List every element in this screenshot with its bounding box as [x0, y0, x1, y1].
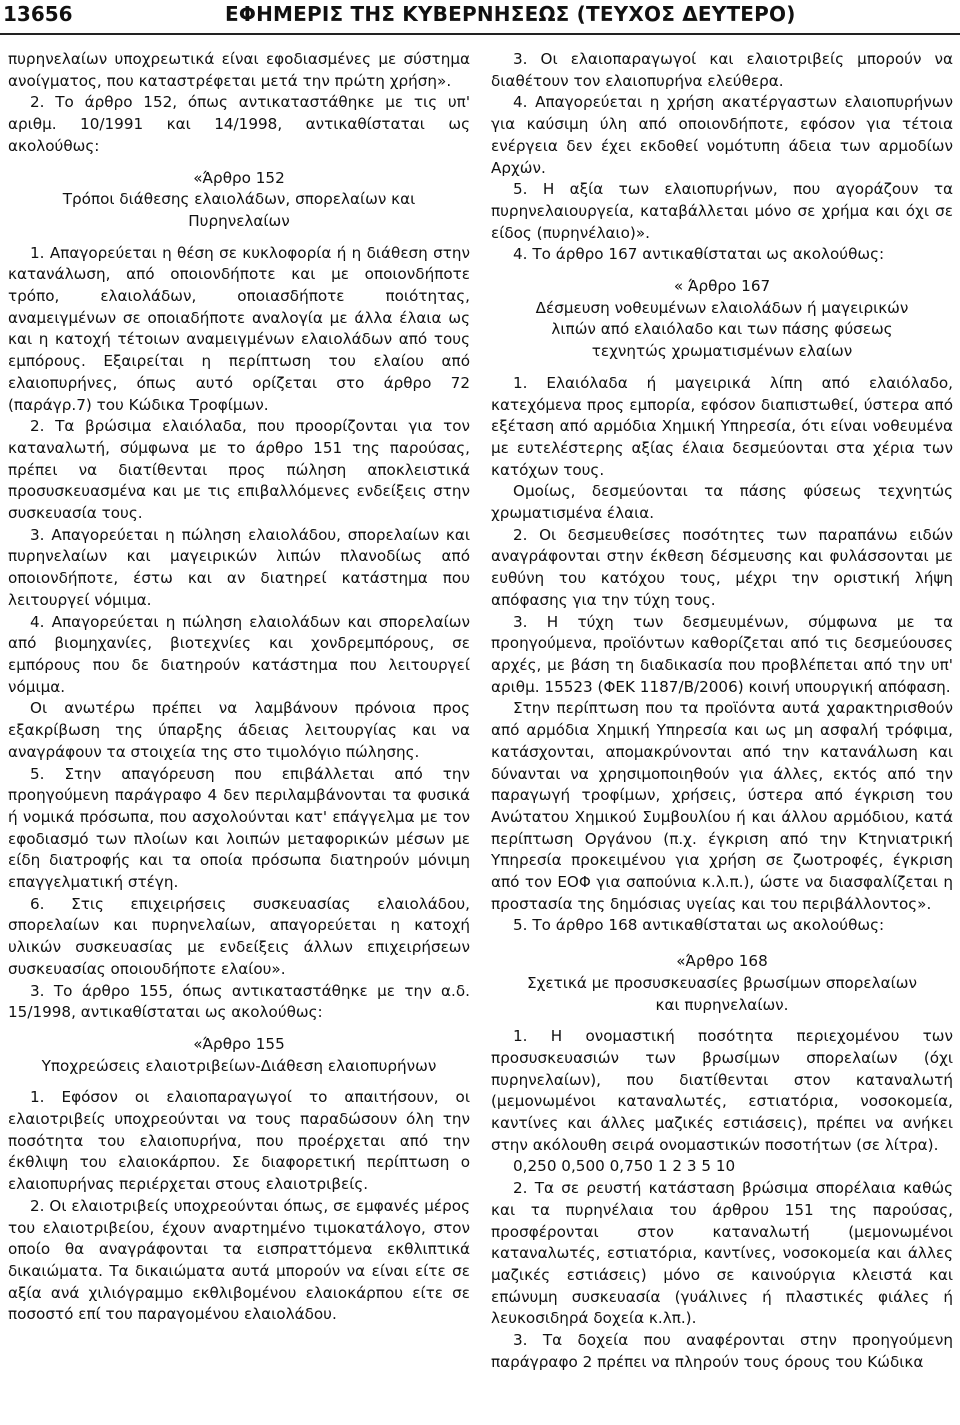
paragraph: πυρηνελαίων υποχρεωτικά είναι εφοδιασμένες με σύστημα ανοίγματος, που καταστρέφεται μετά την πρώτη χρήση».: [8, 50, 470, 90]
right-column: [491, 49, 953, 1373]
article-168-subtitle: και πυρηνελαίων.: [655, 995, 789, 1014]
paragraph: 3. Η τύχη των δεσμευμένων, σύμφωνα με τα προηγούμενα, προϊόντων καθορίζεται από τις δεσμεύουσες αρχές, με βάση τη διαδικασία που προβλέπεται από την υπ' αριθμ. 15523 (ΦΕΚ 1187/Β/2006) κοινή υπουργική απόφαση.: [491, 612, 953, 696]
article-155-title: «Άρθρο 155: [193, 1034, 285, 1053]
header-rule: [0, 33, 960, 35]
paragraph: 1. Η ονομαστική ποσότητα περιεχομένου των προσυσκευασιών των βρωσίμων σπορελαίων (όχι πυρηνελαίων), που διατίθενται στον καταναλωτή (μεμονωμένοι καταναλωτές, εστιατόρια, νοσοκομεία, καντίνες και άλλες μαζικές εστιάσεις), πρέπει να ανήκει στην ακόλουθη σειρά ονομαστικών ποσοτήτων (σε λίτρα).: [491, 1027, 953, 1154]
article-168-subtitle: Σχετικά με προσυσκευασίες βρωσίμων σπορελαίων: [527, 973, 917, 992]
paragraph: 1. Εφόσον οι ελαιοπαραγωγοί το απαιτήσουν, οι ελαιοτριβείς υποχρεούνται να τους παραδώσουν όλη την ποσότητα του ελαιοπυρήνα, που προέρχεται από την έκθλιψη του ελαιοκάρπου. Σε διαφορετική περίπτωση ο ελαιοπυρήνας περιέρχεται στους ελαιοτριβείς.: [8, 1088, 470, 1194]
article-167-title: « Άρθρο 167: [673, 277, 771, 296]
paragraph: 4. Το άρθρο 167 αντικαθίσταται ως ακολούθως:: [513, 245, 885, 264]
paragraph: 2. Τα βρώσιμα ελαιόλαδα, που προορίζονται για τον καταναλωτή, σύμφωνα με το άρθρο 151 της παρούσας, πρέπει να διατίθενται προς πώληση αποκλειστικά προσυσκευασμένα και με τις επιβαλλόμενες ενδείξεις στην συσκευασία τους.: [8, 417, 470, 523]
paragraph: 5. Η αξία των ελαιοπυρήνων, που αγοράζουν τα πυρηνελαιουργεία, καταβάλλεται μόνο σε χρήμα και όχι σε είδος (πυρηνέλαιο)».: [491, 180, 953, 242]
paragraph: 3. Απαγορεύεται η πώληση ελαιολάδου, σπορελαίων και πυρηνελαίων και μαγειρικών λιπών πλανοδίως από οποιονδήποτε, έστω και αν διατηρεί κατάστημα που λειτουργεί νόμιμα.: [8, 525, 470, 609]
article-152-subtitle: Τρόποι διάθεσης ελαιολάδων, σπορελαίων και Πυρηνελαίων: [62, 190, 416, 230]
paragraph: 2. Τα σε ρευστή κατάσταση βρώσιμα σπορέλαια καθώς και τα πυρηνέλαια του άρθρου 151 της παρούσας, προσφέρονται στον καταναλωτή (μεμονωμένοι καταναλωτές, εστιατόρια, καντίνες, νοσοκομεία και άλλες μαζικές εστιάσεις) μόνο σε καινούργια κλειστά και επώνυμη συσκευασία (γυάλινες ή πλαστικές φιάλες ή λευκοσιδηρά δοχεία κ.λπ.).: [491, 1179, 953, 1328]
article-155-subtitle: Υποχρεώσεις ελαιοτριβείων-Διάθεση ελαιοπυρήνων: [41, 1056, 437, 1075]
left-column: [8, 49, 470, 1326]
page-header: [0, 0, 960, 30]
quantity-series: 0,250 0,500 0,750 1 2 3 5 10: [513, 1157, 736, 1176]
paragraph: 3. Τα δοχεία που αναφέρονται στην προηγούμενη παράγραφο 2 πρέπει να πληρούν τους όρους του Κώδικα: [491, 1331, 953, 1371]
article-167-subtitle: λιπών από ελαιόλαδο και των πάσης φύσεως: [551, 320, 893, 339]
paragraph: Ομοίως, δεσμεύονται τα πάσης φύσεως τεχνητώς χρωματισμένα έλαια.: [491, 482, 953, 523]
paragraph: 3. Οι ελαιοπαραγωγοί και ελαιοτριβείς μπορούν να διαθέτουν τον ελαιοπυρήνα ελεύθερα.: [491, 50, 953, 90]
page-number: 13656: [3, 2, 73, 26]
paragraph: 1. Ελαιόλαδα ή μαγειρικά λίπη από ελαιόλαδο, κατεχόμενα προς εμπορία, εφόσον διαπιστωθεί, ύστερα από εξέταση από αρμόδια Χημική Υπηρεσία, ότι είναι νοθευμένα με ευτελέστερης αξίας έλαια δεσμεύονται στα χέρια των κατόχων τους.: [491, 373, 953, 479]
paragraph: 2. Το άρθρο 152, όπως αντικαταστάθηκε με τις υπ' αριθμ. 10/1991 και 14/1998, αντικαθίσταται ως ακολούθως:: [8, 93, 470, 155]
paragraph: Οι ανωτέρω πρέπει να λαμβάνουν πρόνοια προς εξακρίβωση της ύπαρξης άδειας λειτουργίας και να αναγράφουν τα στοιχεία της στο τιμολόγιο πώλησης.: [8, 699, 470, 761]
article-167-subtitle: τεχνητώς χρωματισμένων ελαίων: [591, 342, 853, 361]
paragraph: 5. Το άρθρο 168 αντικαθίσταται ως ακολούθως:: [513, 916, 885, 935]
paragraph: Στην περίπτωση που τα προϊόντα αυτά χαρακτηρισθούν από αρμόδια Χημική Υπηρεσία και ως μη ασφαλή τρόφιμα, κατάσχονται, απομακρύνονται από την κατανάλωση και δύνανται να χρησιμοποιηθούν για άλλες, εκτός από την παραγωγή τροφίμων, χρήσεις, ύστερα από έγκριση του Ανώτατου Χημικού Συμβουλίου ή και άλλου αρμόδιου, κατά περίπτωση Οργάνου (π.χ. έγκριση από την Κτηνιατρική Υπηρεσία προκειμένου για χρήση σε ζωοτροφές, έγκριση από τον ΕΟΦ για σαπούνια κ.λ.π.), ώστε να διασφαλίζεται η προστασία της δημόσιας υγείας και του περιβάλλοντος».: [491, 699, 953, 913]
article-168-title: «Άρθρο 168: [676, 952, 768, 971]
paragraph: 1. Απαγορεύεται η θέση σε κυκλοφορία ή η διάθεση στην κατανάλωση, από οποιονδήποτε και με οποιονδήποτε τρόπο, ελαιολάδων, οποιασδήποτε ποιότητας, αναμειγμένων σε οποιαδήποτε αναλογία με άλλα έλαια ως και η κατοχή τέτοιων αναμειγμένων ελαιολάδων από τους εμπόρους. Εξαιρείται η περίπτωση του ελαίου από ελαιοπυρήνες, όπως αυτό ορίζεται στο άρθρο 72 (παράγρ.7) του Κώδικα Τροφίμων.: [8, 243, 470, 414]
paragraph: 5. Στην απαγόρευση που επιβάλλεται από την προηγούμενη παράγραφο 4 δεν περιλαμβάνονται τα φυσικά ή νομικά πρόσωπα, που ασχολούνται κατ' επάγγελμα με τον εφοδιασμό των πλοίων και λοιπών μεταφορικών μέσων με είδη διατροφής και τα οποία πρόσωπα διατηρούν μόνιμη επαγγελματική στέγη.: [8, 764, 470, 892]
journal-title: ΕΦΗΜΕΡΙΣ ΤΗΣ ΚΥΒΕΡΝΗΣΕΩΣ (ΤΕΥΧΟΣ ΔΕΥΤΕΡΟ): [225, 2, 796, 26]
paragraph: 4. Απαγορεύεται η χρήση ακατέργαστων ελαιοπυρήνων για καύσιμη ύλη από οποιονδήποτε, εφόσον για τέτοια ενέργεια δεν έχει εκδοθεί νομότυπη άδεια των αρμοδίων Αρχών.: [491, 93, 953, 177]
paragraph: 2. Οι δεσμευθείσες ποσότητες των παραπάνω ειδών αναγράφονται στην έκθεση δέσμευσης και φυλάσσονται με ευθύνη του κατόχου τους, μέχρι την οριστική λήψη απόφασης για την τύχη τους.: [491, 525, 953, 609]
article-167-subtitle: Δέσμευση νοθευμένων ελαιολάδων ή μαγειρικών: [535, 298, 909, 317]
article-152-title: «Άρθρο 152: [193, 168, 285, 187]
paragraph: 2. Οι ελαιοτριβείς υποχρεούνται όπως, σε εμφανές μέρος του ελαιοτριβείου, έχουν αναρτημένο τιμοκατάλογο, στον οποίο θα αναγράφονται τα εισπραττόμενα εκθλιπτικά δικαιώματα. Τα δικαιώματα αυτά μπορούν να είναι είτε σε αξία ανά χιλιόγραμμο εκθλιβομένου ελαιοκάρπου είτε σε ποσοστό επί του παραγομένου ελαιολάδου.: [8, 1196, 470, 1324]
paragraph: 6. Στις επιχειρήσεις συσκευασίας ελαιολάδου, σπορελαίων και πυρηνελαίων, απαγορεύεται η κατοχή υλικών συσκευασίας με ενδείξεις άλλων επιχειρήσεων συσκευασίας οποιουδήποτε ελαίου».: [8, 894, 470, 978]
paragraph: 3. Το άρθρο 155, όπως αντικαταστάθηκε με την α.δ. 15/1998, αντικαθίσταται ως ακολούθως:: [8, 981, 470, 1022]
paragraph: 4. Απαγορεύεται η πώληση ελαιολάδων και σπορελαίων από βιομηχανίες, βιοτεχνίες και χονδρεμπόρους, σε εμπόρους που δε διατηρούν κατάστημα που λειτουργεί νόμιμα.: [8, 612, 470, 696]
